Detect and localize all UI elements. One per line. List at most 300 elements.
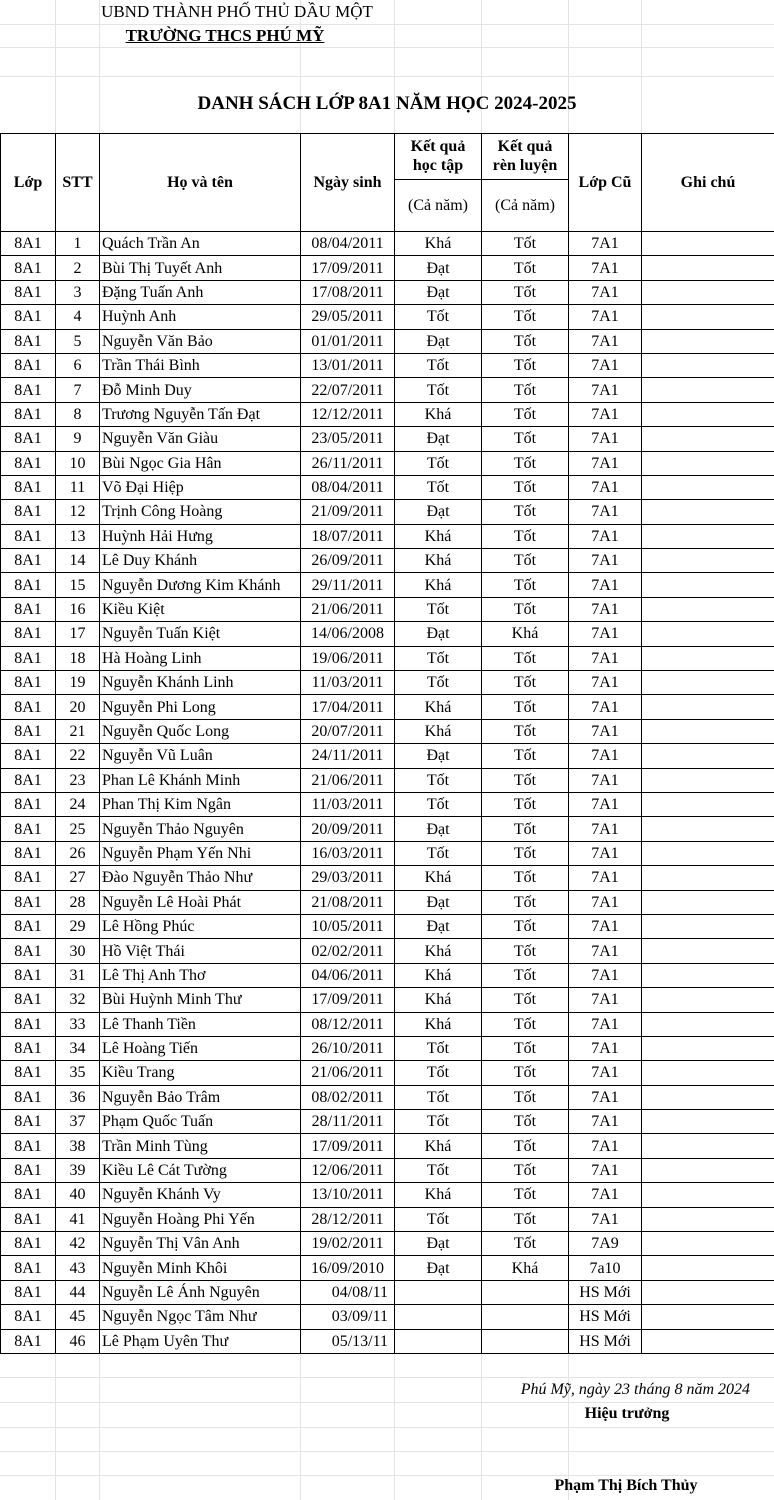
cell-conduct-result: Tốt xyxy=(482,1232,569,1256)
cell-class: 8A1 xyxy=(1,1280,56,1304)
cell-old-class: 7A1 xyxy=(569,427,642,451)
cell-conduct-result: Khá xyxy=(482,622,569,646)
cell-class: 8A1 xyxy=(1,1134,56,1158)
cell-name: Quách Trần An xyxy=(100,232,301,256)
cell-study-result: Tốt xyxy=(395,1158,482,1182)
cell-name: Nguyễn Tuấn Kiệt xyxy=(100,622,301,646)
cell-name: Nguyễn Vũ Luân xyxy=(100,744,301,768)
table-row xyxy=(1,475,774,499)
cell-dob: 20/07/2011 xyxy=(301,719,395,743)
table-row xyxy=(1,1207,774,1231)
cell-note xyxy=(642,524,774,548)
table-row xyxy=(1,524,774,548)
cell-name: Nguyễn Bảo Trâm xyxy=(100,1085,301,1109)
cell-study-result: Tốt xyxy=(395,671,482,695)
cell-name: Nguyễn Khánh Vy xyxy=(100,1183,301,1207)
cell-stt: 28 xyxy=(56,890,100,914)
cell-note xyxy=(642,573,774,597)
cell-dob: 21/06/2011 xyxy=(301,768,395,792)
table-row xyxy=(1,890,774,914)
cell-dob: 13/01/2011 xyxy=(301,353,395,377)
cell-dob: 26/10/2011 xyxy=(301,1036,395,1060)
cell-name: Lê Hoàng Tiến xyxy=(100,1036,301,1060)
table-row xyxy=(1,549,774,573)
cell-name: Trương Nguyễn Tấn Đạt xyxy=(100,402,301,426)
cell-study-result: Tốt xyxy=(395,353,482,377)
header-conduct-result xyxy=(482,134,569,180)
table-row xyxy=(1,646,774,670)
cell-note xyxy=(642,329,774,353)
cell-old-class: 7A1 xyxy=(569,963,642,987)
cell-study-result: Khá xyxy=(395,1183,482,1207)
cell-class: 8A1 xyxy=(1,1036,56,1060)
cell-stt: 36 xyxy=(56,1085,100,1109)
table-row xyxy=(1,963,774,987)
cell-class: 8A1 xyxy=(1,549,56,573)
cell-note xyxy=(642,963,774,987)
cell-name: Trịnh Công Hoàng xyxy=(100,500,301,524)
cell-name: Lê Thị Anh Thơ xyxy=(100,963,301,987)
cell-stt: 11 xyxy=(56,475,100,499)
cell-old-class: 7A1 xyxy=(569,549,642,573)
cell-old-class: 7A1 xyxy=(569,1183,642,1207)
cell-stt: 17 xyxy=(56,622,100,646)
cell-class: 8A1 xyxy=(1,1232,56,1256)
cell-stt: 21 xyxy=(56,719,100,743)
cell-study-result: Đạt xyxy=(395,500,482,524)
cell-old-class: 7A1 xyxy=(569,1207,642,1231)
table-row xyxy=(1,866,774,890)
cell-note xyxy=(642,719,774,743)
cell-class: 8A1 xyxy=(1,1110,56,1134)
cell-stt: 13 xyxy=(56,524,100,548)
table-row xyxy=(1,1329,774,1353)
cell-old-class: 7A1 xyxy=(569,280,642,304)
cell-conduct-result: Tốt xyxy=(482,988,569,1012)
cell-conduct-result: Tốt xyxy=(482,1085,569,1109)
grid-line xyxy=(300,1353,301,1500)
cell-study-result: Tốt xyxy=(395,646,482,670)
table-row xyxy=(1,573,774,597)
table-row xyxy=(1,671,774,695)
grid-line xyxy=(0,76,774,77)
cell-old-class: HS Mới xyxy=(569,1280,642,1304)
cell-stt: 31 xyxy=(56,963,100,987)
cell-old-class: 7A1 xyxy=(569,792,642,816)
cell-dob: 18/07/2011 xyxy=(301,524,395,548)
cell-name: Trần Minh Tùng xyxy=(100,1134,301,1158)
header-stt: STT xyxy=(56,134,100,232)
table-row xyxy=(1,256,774,280)
cell-stt: 30 xyxy=(56,939,100,963)
cell-stt: 33 xyxy=(56,1012,100,1036)
cell-stt: 39 xyxy=(56,1158,100,1182)
cell-conduct-result: Tốt xyxy=(482,695,569,719)
cell-name: Lê Phạm Uyên Thư xyxy=(100,1329,301,1353)
table-row xyxy=(1,914,774,938)
cell-name: Nguyễn Quốc Long xyxy=(100,719,301,743)
cell-study-result: Tốt xyxy=(395,1085,482,1109)
cell-stt: 6 xyxy=(56,353,100,377)
cell-note xyxy=(642,939,774,963)
cell-conduct-result: Tốt xyxy=(482,402,569,426)
cell-old-class: 7A1 xyxy=(569,451,642,475)
cell-conduct-result: Tốt xyxy=(482,305,569,329)
cell-name: Trần Thái Bình xyxy=(100,353,301,377)
cell-name: Nguyễn Thảo Nguyên xyxy=(100,817,301,841)
cell-conduct-result: Khá xyxy=(482,1256,569,1280)
table-row xyxy=(1,1280,774,1304)
header-study-line2: học tập xyxy=(412,157,464,174)
cell-conduct-result: Tốt xyxy=(482,866,569,890)
cell-old-class: 7A1 xyxy=(569,939,642,963)
cell-stt: 12 xyxy=(56,500,100,524)
cell-stt: 43 xyxy=(56,1256,100,1280)
table-row xyxy=(1,1012,774,1036)
cell-conduct-result: Tốt xyxy=(482,841,569,865)
cell-dob: 05/13/11 xyxy=(301,1329,395,1353)
cell-class: 8A1 xyxy=(1,622,56,646)
cell-class: 8A1 xyxy=(1,768,56,792)
cell-name: Võ Đại Hiệp xyxy=(100,475,301,499)
cell-old-class: 7A1 xyxy=(569,500,642,524)
cell-name: Nguyễn Lê Hoài Phát xyxy=(100,890,301,914)
cell-note xyxy=(642,1280,774,1304)
cell-class: 8A1 xyxy=(1,1329,56,1353)
cell-study-result: Khá xyxy=(395,549,482,573)
table-row xyxy=(1,280,774,304)
cell-name: Nguyễn Phạm Yến Nhi xyxy=(100,841,301,865)
signer-name: Phạm Thị Bích Thủy xyxy=(554,1477,698,1494)
cell-dob: 08/12/2011 xyxy=(301,1012,395,1036)
cell-class: 8A1 xyxy=(1,524,56,548)
header-conduct-line2: rèn luyện xyxy=(492,157,558,174)
cell-old-class: 7A1 xyxy=(569,695,642,719)
cell-name: Nguyễn Lê Ánh Nguyên xyxy=(100,1280,301,1304)
header-class: Lớp xyxy=(1,134,56,232)
cell-study-result: Tốt xyxy=(395,1207,482,1231)
cell-old-class: 7A1 xyxy=(569,305,642,329)
cell-name: Nguyễn Minh Khôi xyxy=(100,1256,301,1280)
cell-dob: 01/01/2011 xyxy=(301,329,395,353)
cell-class: 8A1 xyxy=(1,988,56,1012)
cell-study-result: Đạt xyxy=(395,622,482,646)
cell-note xyxy=(642,866,774,890)
cell-old-class: 7A1 xyxy=(569,1110,642,1134)
cell-stt: 44 xyxy=(56,1280,100,1304)
cell-conduct-result: Tốt xyxy=(482,549,569,573)
cell-class: 8A1 xyxy=(1,573,56,597)
cell-dob: 29/05/2011 xyxy=(301,305,395,329)
cell-conduct-result: Tốt xyxy=(482,1061,569,1085)
cell-note xyxy=(642,744,774,768)
cell-dob: 12/12/2011 xyxy=(301,402,395,426)
cell-study-result: Tốt xyxy=(395,378,482,402)
cell-dob: 22/07/2011 xyxy=(301,378,395,402)
cell-dob: 03/09/11 xyxy=(301,1305,395,1329)
cell-stt: 7 xyxy=(56,378,100,402)
cell-dob: 11/03/2011 xyxy=(301,792,395,816)
cell-note xyxy=(642,1232,774,1256)
cell-conduct-result: Tốt xyxy=(482,378,569,402)
table-row xyxy=(1,622,774,646)
cell-stt: 27 xyxy=(56,866,100,890)
cell-old-class: 7A1 xyxy=(569,768,642,792)
cell-class: 8A1 xyxy=(1,1158,56,1182)
cell-study-result: Khá xyxy=(395,719,482,743)
table-row xyxy=(1,329,774,353)
cell-stt: 14 xyxy=(56,549,100,573)
cell-old-class: 7A1 xyxy=(569,329,642,353)
cell-note xyxy=(642,914,774,938)
organization-name: UBND THÀNH PHỐ THỦ DẦU MỘT xyxy=(101,2,373,21)
cell-stt: 8 xyxy=(56,402,100,426)
cell-conduct-result xyxy=(482,1329,569,1353)
cell-dob: 20/09/2011 xyxy=(301,817,395,841)
cell-study-result: Khá xyxy=(395,963,482,987)
cell-conduct-result: Tốt xyxy=(482,500,569,524)
cell-conduct-result xyxy=(482,1305,569,1329)
cell-stt: 38 xyxy=(56,1134,100,1158)
cell-dob: 29/03/2011 xyxy=(301,866,395,890)
cell-dob: 14/06/2008 xyxy=(301,622,395,646)
grid-line xyxy=(99,1353,100,1500)
cell-class: 8A1 xyxy=(1,841,56,865)
cell-old-class: 7A1 xyxy=(569,353,642,377)
cell-conduct-result: Tốt xyxy=(482,671,569,695)
cell-study-result: Tốt xyxy=(395,768,482,792)
cell-old-class: HS Mới xyxy=(569,1329,642,1353)
cell-note xyxy=(642,1110,774,1134)
grid-line xyxy=(0,47,774,48)
cell-conduct-result: Tốt xyxy=(482,475,569,499)
table-row xyxy=(1,1232,774,1256)
table-row xyxy=(1,939,774,963)
cell-study-result: Khá xyxy=(395,939,482,963)
cell-note xyxy=(642,549,774,573)
cell-conduct-result: Tốt xyxy=(482,646,569,670)
cell-study-result xyxy=(395,1329,482,1353)
cell-study-result: Tốt xyxy=(395,597,482,621)
cell-dob: 26/09/2011 xyxy=(301,549,395,573)
cell-name: Nguyễn Phi Long xyxy=(100,695,301,719)
cell-class: 8A1 xyxy=(1,451,56,475)
cell-old-class: 7A1 xyxy=(569,378,642,402)
cell-conduct-result: Tốt xyxy=(482,1183,569,1207)
cell-conduct-result: Tốt xyxy=(482,1207,569,1231)
cell-class: 8A1 xyxy=(1,646,56,670)
header-study-result xyxy=(395,134,482,180)
cell-conduct-result: Tốt xyxy=(482,1158,569,1182)
table-row xyxy=(1,1134,774,1158)
cell-stt: 41 xyxy=(56,1207,100,1231)
cell-name: Huỳnh Hải Hưng xyxy=(100,524,301,548)
cell-dob: 17/09/2011 xyxy=(301,256,395,280)
cell-name: Hà Hoàng Linh xyxy=(100,646,301,670)
cell-dob: 28/12/2011 xyxy=(301,1207,395,1231)
cell-old-class: 7A9 xyxy=(569,1232,642,1256)
cell-stt: 2 xyxy=(56,256,100,280)
cell-study-result: Đạt xyxy=(395,427,482,451)
cell-stt: 40 xyxy=(56,1183,100,1207)
cell-note xyxy=(642,695,774,719)
cell-name: Kiều Lê Cát Tường xyxy=(100,1158,301,1182)
header-conduct-period: (Cả năm) xyxy=(482,180,569,232)
cell-dob: 08/04/2011 xyxy=(301,475,395,499)
cell-conduct-result xyxy=(482,1280,569,1304)
cell-study-result: Đạt xyxy=(395,280,482,304)
cell-stt: 3 xyxy=(56,280,100,304)
cell-class: 8A1 xyxy=(1,695,56,719)
header-old-class: Lớp Cũ xyxy=(569,134,642,232)
table-row xyxy=(1,1085,774,1109)
header-study-line1: Kết quả xyxy=(410,138,466,155)
cell-name: Huỳnh Anh xyxy=(100,305,301,329)
cell-note xyxy=(642,427,774,451)
cell-old-class: 7A1 xyxy=(569,671,642,695)
cell-class: 8A1 xyxy=(1,1305,56,1329)
cell-dob: 16/03/2011 xyxy=(301,841,395,865)
table-row xyxy=(1,1256,774,1280)
cell-conduct-result: Tốt xyxy=(482,1110,569,1134)
cell-old-class: 7A1 xyxy=(569,1012,642,1036)
grid-line xyxy=(0,24,774,25)
cell-class: 8A1 xyxy=(1,500,56,524)
cell-class: 8A1 xyxy=(1,1207,56,1231)
cell-dob: 24/11/2011 xyxy=(301,744,395,768)
cell-old-class: 7A1 xyxy=(569,817,642,841)
cell-class: 8A1 xyxy=(1,305,56,329)
cell-old-class: 7A1 xyxy=(569,719,642,743)
cell-old-class: 7A1 xyxy=(569,890,642,914)
cell-class: 8A1 xyxy=(1,232,56,256)
cell-study-result: Khá xyxy=(395,1134,482,1158)
cell-conduct-result: Tốt xyxy=(482,524,569,548)
cell-old-class: 7A1 xyxy=(569,988,642,1012)
cell-note xyxy=(642,1256,774,1280)
cell-name: Nguyễn Khánh Linh xyxy=(100,671,301,695)
cell-conduct-result: Tốt xyxy=(482,256,569,280)
table-row xyxy=(1,427,774,451)
cell-old-class: 7A1 xyxy=(569,646,642,670)
cell-study-result xyxy=(395,1280,482,1304)
cell-note xyxy=(642,768,774,792)
cell-class: 8A1 xyxy=(1,378,56,402)
cell-name: Nguyễn Dương Kim Khánh xyxy=(100,573,301,597)
cell-old-class: 7A1 xyxy=(569,866,642,890)
cell-old-class: 7A1 xyxy=(569,1158,642,1182)
cell-stt: 34 xyxy=(56,1036,100,1060)
table-row xyxy=(1,451,774,475)
grid-line xyxy=(481,1353,482,1500)
cell-dob: 17/09/2011 xyxy=(301,1134,395,1158)
cell-study-result: Tốt xyxy=(395,1036,482,1060)
cell-study-result: Đạt xyxy=(395,256,482,280)
table-row xyxy=(1,695,774,719)
cell-study-result: Khá xyxy=(395,988,482,1012)
table-row xyxy=(1,988,774,1012)
cell-name: Đào Nguyễn Thảo Như xyxy=(100,866,301,890)
table-row xyxy=(1,792,774,816)
cell-name: Hồ Việt Thái xyxy=(100,939,301,963)
cell-conduct-result: Tốt xyxy=(482,1012,569,1036)
cell-conduct-result: Tốt xyxy=(482,597,569,621)
table-row xyxy=(1,744,774,768)
cell-old-class: 7A1 xyxy=(569,256,642,280)
grid-line xyxy=(0,1402,774,1403)
header-study-period: (Cả năm) xyxy=(395,180,482,232)
cell-note xyxy=(642,305,774,329)
cell-old-class: 7A1 xyxy=(569,744,642,768)
cell-study-result: Đạt xyxy=(395,890,482,914)
cell-conduct-result: Tốt xyxy=(482,232,569,256)
cell-stt: 19 xyxy=(56,671,100,695)
table-row xyxy=(1,1061,774,1085)
cell-name: Nguyễn Văn Bảo xyxy=(100,329,301,353)
cell-dob: 21/09/2011 xyxy=(301,500,395,524)
cell-stt: 15 xyxy=(56,573,100,597)
cell-note xyxy=(642,890,774,914)
cell-study-result: Tốt xyxy=(395,1110,482,1134)
table-row xyxy=(1,817,774,841)
table-row xyxy=(1,1036,774,1060)
cell-conduct-result: Tốt xyxy=(482,451,569,475)
cell-class: 8A1 xyxy=(1,353,56,377)
cell-dob: 17/04/2011 xyxy=(301,695,395,719)
cell-stt: 22 xyxy=(56,744,100,768)
table-row xyxy=(1,719,774,743)
cell-study-result: Khá xyxy=(395,524,482,548)
cell-dob: 23/05/2011 xyxy=(301,427,395,451)
cell-name: Nguyễn Hoàng Phi Yến xyxy=(100,1207,301,1231)
cell-note xyxy=(642,256,774,280)
cell-note xyxy=(642,1183,774,1207)
cell-stt: 45 xyxy=(56,1305,100,1329)
cell-conduct-result: Tốt xyxy=(482,427,569,451)
table-row xyxy=(1,768,774,792)
cell-study-result: Khá xyxy=(395,402,482,426)
cell-class: 8A1 xyxy=(1,963,56,987)
cell-stt: 20 xyxy=(56,695,100,719)
cell-old-class: 7A1 xyxy=(569,1134,642,1158)
cell-stt: 1 xyxy=(56,232,100,256)
cell-dob: 21/08/2011 xyxy=(301,890,395,914)
cell-old-class: 7A1 xyxy=(569,232,642,256)
cell-note xyxy=(642,353,774,377)
header-name: Họ và tên xyxy=(100,134,301,232)
cell-study-result: Khá xyxy=(395,866,482,890)
cell-class: 8A1 xyxy=(1,597,56,621)
cell-dob: 19/06/2011 xyxy=(301,646,395,670)
cell-class: 8A1 xyxy=(1,427,56,451)
cell-note xyxy=(642,280,774,304)
cell-class: 8A1 xyxy=(1,1012,56,1036)
cell-conduct-result: Tốt xyxy=(482,817,569,841)
cell-name: Lê Thanh Tiền xyxy=(100,1012,301,1036)
cell-name: Nguyễn Thị Vân Anh xyxy=(100,1232,301,1256)
cell-class: 8A1 xyxy=(1,1061,56,1085)
cell-study-result: Tốt xyxy=(395,451,482,475)
class-list-table xyxy=(0,133,774,1354)
cell-name: Phan Thị Kim Ngân xyxy=(100,792,301,816)
cell-note xyxy=(642,792,774,816)
cell-stt: 9 xyxy=(56,427,100,451)
cell-old-class: 7A1 xyxy=(569,573,642,597)
cell-class: 8A1 xyxy=(1,256,56,280)
table-row xyxy=(1,1110,774,1134)
cell-class: 8A1 xyxy=(1,792,56,816)
cell-old-class: 7A1 xyxy=(569,597,642,621)
